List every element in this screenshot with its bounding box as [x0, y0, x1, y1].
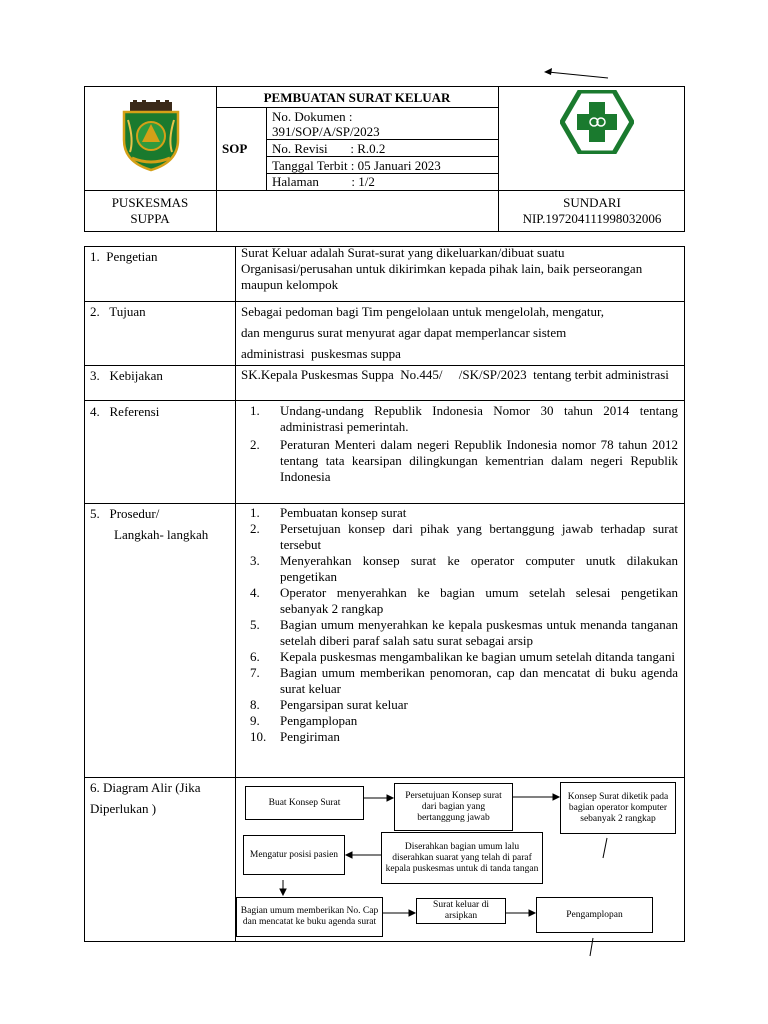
section-5-label: 5. Prosedur/: [90, 506, 160, 521]
list-item: 3. Menyerahkan konsep surat ke operator computer unutk dilakukan pengetikan: [250, 553, 678, 584]
list-item: 1. Undang-undang Republik Indonesia Nomor 30 tahun 2014 tentang administrasi pemerintah.: [250, 403, 678, 434]
section-2-line-2: dan mengurus surat menyurat agar dapat memperlancar sistem: [241, 325, 567, 340]
signer-nip: NIP.197204111998032006: [522, 211, 662, 226]
arrowhead-7-8: [529, 910, 535, 916]
document-number-label: No. Dokumen :: [272, 109, 353, 124]
flow-box-typing: Konsep Surat diketik pada bagian operator komputer sebanyak 2 rangkap: [560, 782, 676, 834]
section-2-label: 2. Tujuan: [90, 304, 146, 319]
section-2-line-1: Sebagai pedoman bagi Tim pengelolaan untuk mengelolah, mengatur,: [241, 304, 605, 319]
line-3-down: [603, 838, 607, 858]
arrowhead-4-5: [346, 852, 352, 858]
organization-location: SUPPA: [130, 211, 170, 226]
document-title: PEMBUATAN SURAT KELUAR: [263, 90, 451, 105]
section-3-label: 3. Kebijakan: [90, 368, 163, 383]
list-item: 4. Operator menyerahkan ke bagian umum setelah selesai pengetikan sebanyak 2 rangkap: [250, 585, 678, 616]
list-item: 5. Bagian umum menyerahkan ke kepala puskesmas untuk menanda tanganan setelah diberi paraf salah satu surat sebagai arsip: [250, 617, 678, 648]
list-item: 9. Pengamplopan: [250, 713, 358, 728]
list-item: 1. Pembuatan konsep surat: [250, 505, 407, 520]
list-item: 10. Pengiriman: [250, 729, 340, 744]
flow-box-archive: Surat keluar di arsipkan: [416, 898, 506, 924]
list-item: 7. Bagian umum memberikan penomoran, cap dan mencatat di buku agenda surat keluar: [250, 665, 678, 696]
document-number-value: 391/SOP/A/SP/2023: [272, 124, 380, 139]
flow-box-arrange: Mengatur posisi pasien: [243, 835, 345, 875]
section-6-label: 6. Diagram Alir (Jika: [90, 780, 201, 795]
flow-box-numbering: Bagian umum memberikan No. Cap dan mencatat ke buku agenda surat: [236, 897, 383, 937]
sop-label: SOP: [222, 141, 248, 156]
list-item: 6. Kepala puskesmas mengambalikan ke bagian umum setelah ditanda tangani: [250, 649, 675, 664]
flow-box-envelope: Pengamplopan: [536, 897, 653, 933]
flow-box-create-draft: Buat Konsep Surat: [245, 786, 364, 820]
section-2-line-3: administrasi puskesmas suppa: [241, 346, 401, 361]
arrowhead-1-2: [387, 795, 393, 801]
page-number: Halaman : 1/2: [272, 174, 375, 189]
issue-date: Tanggal Terbit : 05 Januari 2023: [272, 158, 441, 173]
section-1-label: 1. Pengetian: [90, 249, 158, 264]
flow-box-handover: Diserahkan bagian umum lalu diserahkan suarat yang telah di paraf kepala puskesmas untuk di tanda tangan: [381, 832, 543, 884]
list-item: 8. Pengarsipan surat keluar: [250, 697, 408, 712]
section-1-text: Surat Keluar adalah Surat-surat yang dikeluarkan/dibuat suatu Organisasi/perusahan untuk dikirimkan kepada pihak lain, baik perseorangan maupun kelompok: [241, 245, 643, 292]
section-3-text: SK.Kepala Puskesmas Suppa No.445/ /SK/SP/2023 tentang terbit administrasi: [241, 367, 669, 382]
flow-box-approval: Persetujuan Konsep surat dari bagian yang bertanggung jawab: [394, 783, 513, 831]
arrowhead-6-7: [409, 910, 415, 916]
arrowhead-2-3: [553, 794, 559, 800]
section-6-sublabel: Diperlukan ): [90, 801, 157, 816]
arrowhead-5-6: [280, 889, 286, 895]
section-4-label: 4. Referensi: [90, 404, 160, 419]
signer-name: SUNDARI: [563, 195, 621, 210]
section-5-sublabel: Langkah- langkah: [114, 527, 209, 542]
line-8-down: [590, 938, 593, 956]
list-item: 2. Peraturan Menteri dalam negeri Republik Indonesia nomor 78 tahun 2012 tentang tata kearsipan dilingkungan kementrian dalam negeri Republik Indonesia: [250, 437, 678, 484]
revision-number: No. Revisi : R.0.2: [272, 141, 386, 156]
organization-name: PUSKESMAS: [111, 195, 189, 210]
list-item: 2. Persetujuan konsep dari pihak yang bertanggung jawab terhadap surat tersebut: [250, 521, 678, 552]
